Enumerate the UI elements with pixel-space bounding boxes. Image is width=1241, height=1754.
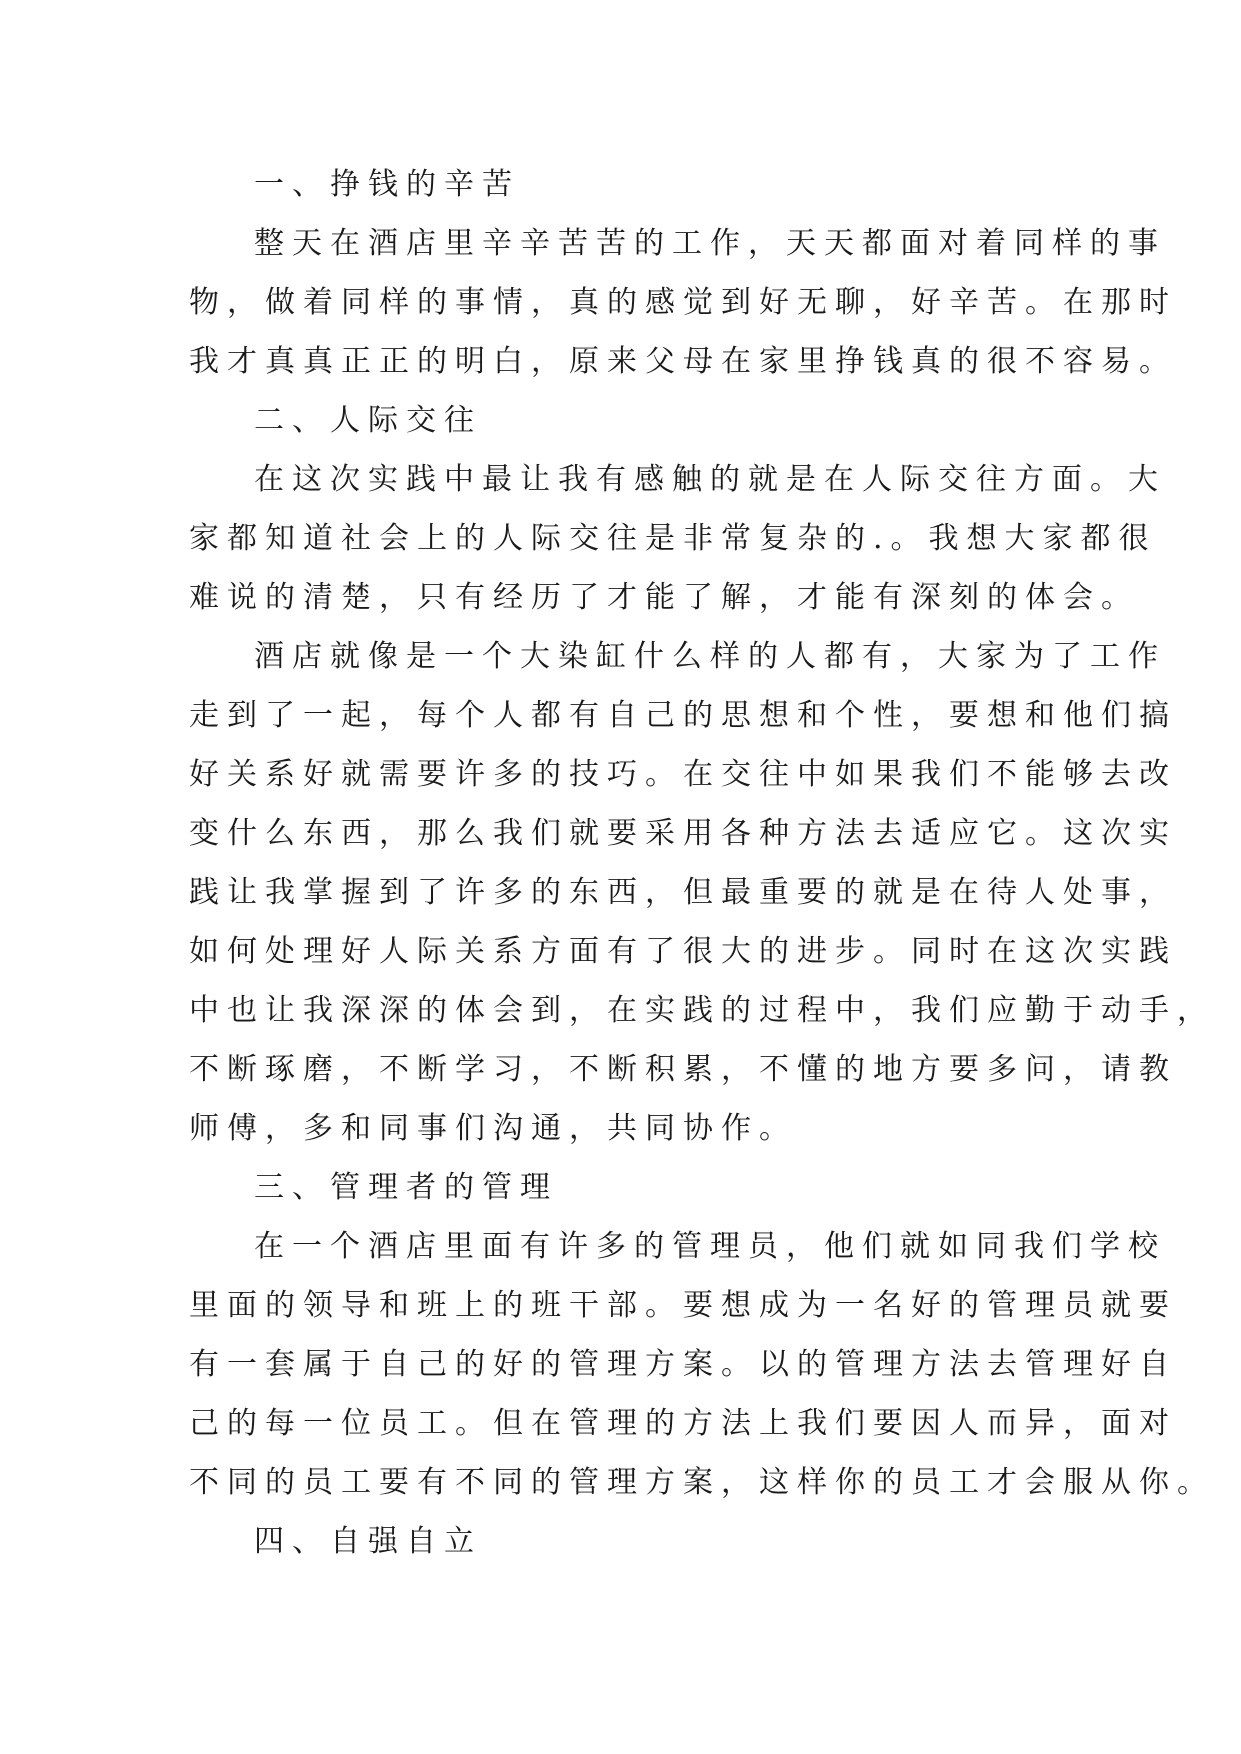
section-2-para-1-line-3: 难说的清楚，只有经历了才能了解，才能有深刻的体会。 [189, 580, 1139, 615]
section-4-heading: 四、自强自立 [254, 1524, 482, 1559]
section-2-para-2-line-9: 师傅，多和同事们沟通，共同协作。 [189, 1111, 797, 1146]
section-1-para-1-line-1: 整天在酒店里辛辛苦苦的工作，天天都面对着同样的事 [254, 226, 1166, 261]
section-2-heading: 二、人际交往 [254, 403, 482, 438]
section-3-heading: 三、管理者的管理 [254, 1170, 558, 1205]
section-2-para-1-line-2: 家都知道社会上的人际交往是非常复杂的.。我想大家都很 [189, 521, 1157, 556]
section-3-para-1-line-2: 里面的领导和班上的班干部。要想成为一名好的管理员就要 [189, 1288, 1177, 1323]
section-2-para-2-line-8: 不断琢磨，不断学习，不断积累，不懂的地方要多问，请教 [189, 1052, 1177, 1087]
section-2-para-2-line-6: 如何处理好人际关系方面有了很大的进步。同时在这次实践 [189, 934, 1177, 969]
section-1-heading: 一、挣钱的辛苦 [254, 167, 520, 202]
section-2-para-2-line-1: 酒店就像是一个大染缸什么样的人都有，大家为了工作 [254, 639, 1166, 674]
section-2-para-2-line-3: 好关系好就需要许多的技巧。在交往中如果我们不能够去改 [189, 757, 1177, 792]
section-2-para-2-line-4: 变什么东西，那么我们就要采用各种方法去适应它。这次实 [189, 816, 1177, 851]
section-3-para-1-line-5: 不同的员工要有不同的管理方案，这样你的员工才会服从你。 [189, 1465, 1215, 1500]
section-1-para-1-line-2: 物，做着同样的事情，真的感觉到好无聊，好辛苦。在那时 [189, 285, 1177, 320]
section-2-para-2-line-2: 走到了一起，每个人都有自己的思想和个性，要想和他们搞 [189, 698, 1177, 733]
section-3-para-1-line-1: 在一个酒店里面有许多的管理员，他们就如同我们学校 [254, 1229, 1166, 1264]
section-1-para-1-line-3: 我才真真正正的明白，原来父母在家里挣钱真的很不容易。 [189, 344, 1177, 379]
section-2-para-1-line-1: 在这次实践中最让我有感触的就是在人际交往方面。大 [254, 462, 1166, 497]
section-3-para-1-line-3: 有一套属于自己的好的管理方案。以的管理方法去管理好自 [189, 1347, 1177, 1382]
section-2-para-2-line-7: 中也让我深深的体会到，在实践的过程中，我们应勤于动手， [189, 993, 1215, 1028]
section-3-para-1-line-4: 己的每一位员工。但在管理的方法上我们要因人而异，面对 [189, 1406, 1177, 1441]
section-2-para-2-line-5: 践让我掌握到了许多的东西，但最重要的就是在待人处事， [189, 875, 1177, 910]
